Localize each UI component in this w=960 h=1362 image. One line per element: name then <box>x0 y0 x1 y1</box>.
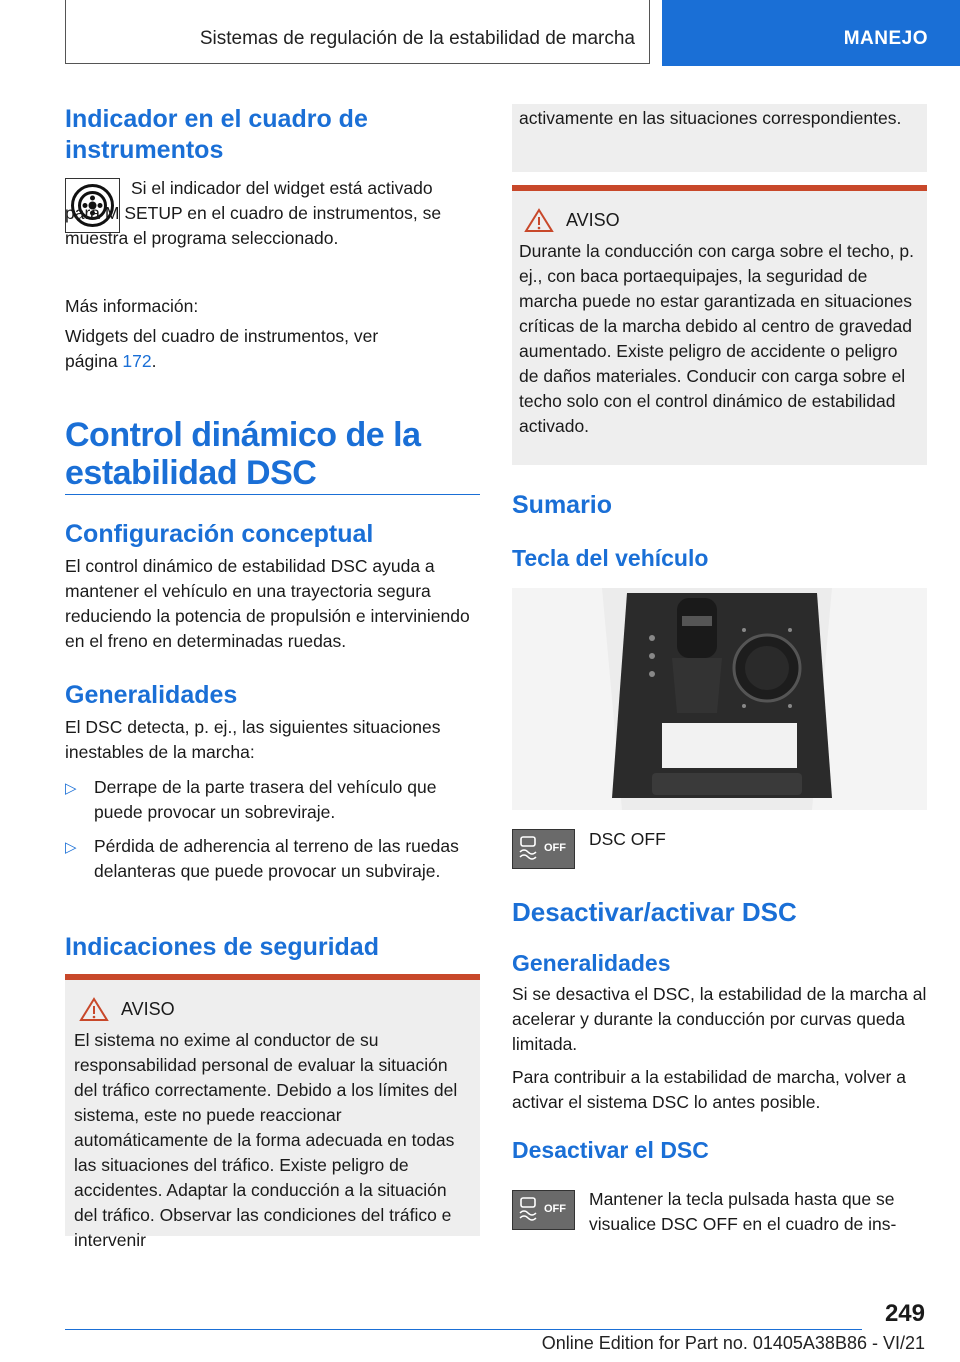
general-block <box>65 680 475 884</box>
list-item <box>65 834 475 884</box>
footer-edition: Online Edition for Part no. 01405A38B86 - VI/21 <box>541 1333 925 1353</box>
dsc-off-icon-text: OFF <box>544 842 566 854</box>
warning-body: Durante la conducción con carga sobre el techo, p. ej., con baca portaequipajes, la seguridad de marcha puede no estar garantizada en situaciones críticas de la marcha debido al centro de gravedad aumentado. Existe peligro de accidente o peligro de daños materiales. Conducir con carga sobre el techo solo con el control dinámico de estabilidad activado. <box>519 241 914 436</box>
general-heading: Generalidades <box>65 681 238 709</box>
warning-title: AVISO <box>566 209 620 230</box>
general2-body-1: Si se desactiva el DSC, la estabilidad de la marcha al acelerar y durante la conducción por curvas queda limitada. <box>512 984 927 1054</box>
warning-box-2 <box>512 185 927 465</box>
dsc-off-icon-text: OFF <box>544 1203 566 1215</box>
list-item-text: Derrape de la parte trasera del vehículo que puede provocar un sobreviraje. <box>94 777 437 822</box>
dsc-off-label: DSC OFF <box>589 829 666 849</box>
widgets-reference-text: Widgets del cuadro de instrumentos, ver página <box>65 326 379 371</box>
general2-heading: Generalidades <box>512 950 671 976</box>
bullet-triangle-icon: ▷ <box>65 780 77 797</box>
more-info-label: Más información: <box>65 296 199 316</box>
widgets-reference: Widgets del cuadro de instrumentos, ver página 172. <box>65 326 379 371</box>
more-info-block <box>65 294 465 374</box>
summary-block <box>512 490 927 574</box>
warning-box-1-continued <box>512 104 927 172</box>
left-column <box>65 104 480 166</box>
dsc-off-label-block <box>589 827 889 852</box>
dsc-heading: Control dinámico de la estabilidad DSC <box>65 416 421 492</box>
deactivate-dsc-heading: Desactivar el DSC <box>512 1137 709 1163</box>
dsc-off-icon <box>512 1190 575 1230</box>
list-item-text: Pérdida de adherencia al terreno de las ruedas delanteras que puede provocar un subviraje. <box>94 836 459 881</box>
footer-rule <box>65 1329 862 1330</box>
heading-rule <box>65 494 480 495</box>
concept-body: El control dinámico de estabilidad DSC ayuda a mantener el vehículo en una trayectoria segura reduciendo la potencia de propulsión e interviniendo en el freno en determinadas ruedas. <box>65 556 470 651</box>
general2-body-2: Para contribuir a la estabilidad de marcha, volver a activar el sistema DSC lo antes posible. <box>512 1067 906 1112</box>
dsc-off-icon <box>512 829 575 869</box>
section-tab-label: MANEJO <box>843 28 928 49</box>
vehicle-key-heading: Tecla del vehículo <box>512 545 709 571</box>
console-photo <box>512 588 927 810</box>
page-link-172[interactable]: 172 <box>122 351 152 371</box>
situations-list <box>65 775 475 884</box>
safety-heading: Indicaciones de seguridad <box>65 933 379 961</box>
warning-triangle-icon <box>74 996 114 1022</box>
header-title: Sistemas de regulación de la estabilidad de marcha <box>199 28 635 49</box>
warning-box-1 <box>65 974 480 1250</box>
indicator-body-block <box>65 176 465 251</box>
warning-bar <box>65 974 480 980</box>
general-body: El DSC detecta, p. ej., las siguientes situaciones inestables de la marcha: <box>65 717 441 762</box>
safety-block <box>65 932 480 963</box>
indicator-body: Si el indicador del widget está activado para M SETUP en el cuadro de instrumentos, se muestra el programa seleccionado. <box>65 178 442 248</box>
page-number: 249 <box>884 1300 925 1327</box>
deactivate-dsc-body: Mantener la tecla pulsada hasta que se visualice DSC OFF en el cuadro de ins- <box>589 1189 897 1234</box>
concept-block <box>65 519 475 654</box>
dsc-heading-block <box>65 416 480 492</box>
warning-header <box>74 996 474 1022</box>
deactivate-heading: Desactivar/activar DSC <box>512 897 797 927</box>
warning-triangle-icon <box>519 207 559 233</box>
warning-body: El sistema no exime al conductor de su responsabilidad personal de evaluar la situación del tráfico correctamente. Debido a los límites del sistema, este no puede reaccionar automáticamente de la forma adecuada en todas las situaciones del tráfico. Existe peligro de accidentes. Adaptar la conducción a la situación del tráfico. Observar las condiciones del tráfico e intervenir <box>74 1030 458 1250</box>
warning-title: AVISO <box>121 998 175 1019</box>
warning-continued-body: activamente en las situaciones correspondientes. <box>519 108 902 128</box>
warning-header <box>519 207 921 233</box>
list-item <box>65 775 475 825</box>
deactivate-dsc-body-block <box>589 1187 924 1237</box>
concept-heading: Configuración conceptual <box>65 520 374 548</box>
indicator-heading: Indicador en el cuadro de instrumentos <box>65 105 368 164</box>
bullet-triangle-icon: ▷ <box>65 839 77 856</box>
summary-heading: Sumario <box>512 491 613 519</box>
section-tab[interactable] <box>662 0 960 66</box>
deactivate-block <box>512 897 927 1166</box>
warning-bar <box>512 185 927 191</box>
